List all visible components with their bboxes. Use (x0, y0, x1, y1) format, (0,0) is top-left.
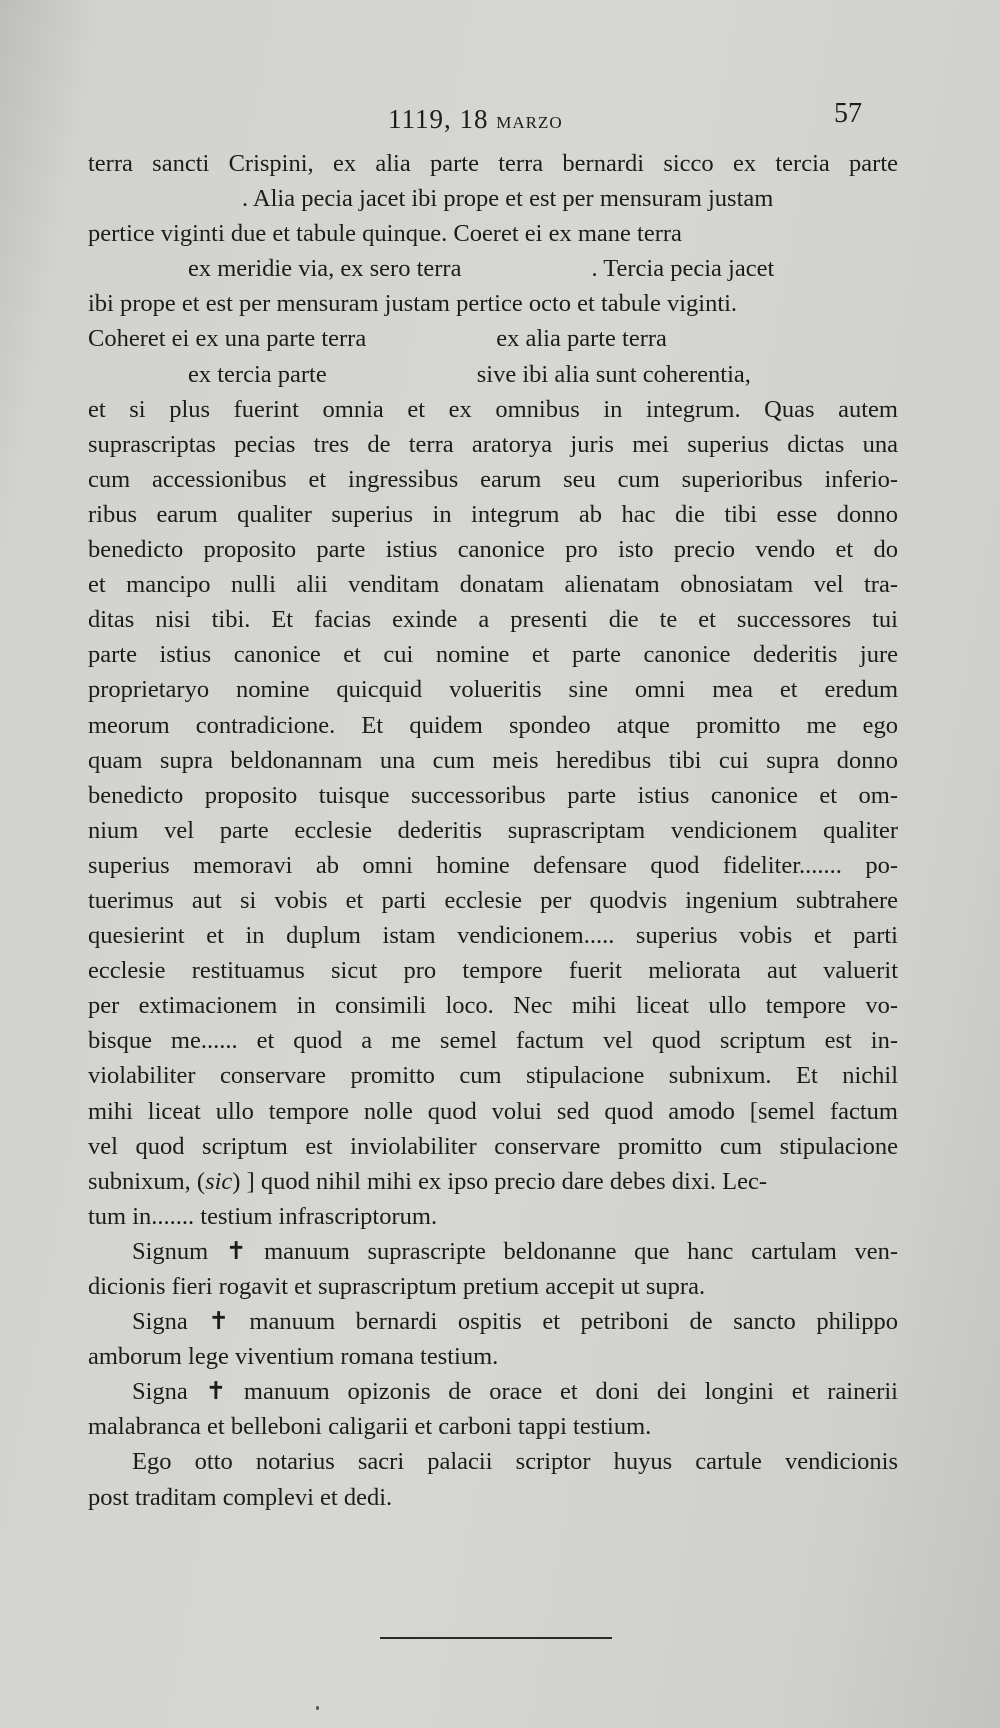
text-line: Signa ✝ manuum opizonis de orace et doni dei longini et rainerii (132, 1378, 898, 1406)
text-line-segment: ex alia parte terra (496, 325, 667, 353)
text-line: Signa ✝ manuum bernardi ospitis et petriboni de sancto philippo (132, 1308, 898, 1336)
text-line: dicionis fieri rogavit et suprascriptum pretium accepit ut supra. (88, 1273, 706, 1300)
text-line: parte istius canonice et cui nomine et parte canonice dederitis jure (88, 641, 898, 669)
running-title-date: 1119, 18 (388, 104, 489, 134)
text-line: post traditam complevi et dedi. (88, 1483, 393, 1511)
text-line: terra sancti Crispini, ex alia parte terra bernardi sicco ex tercia parte (88, 150, 898, 177)
text-line: vel quod scriptum est inviolabiliter conservare promitto cum stipulacione (88, 1132, 898, 1160)
text-line-segment: sive ibi alia sunt coherentia, (476, 360, 751, 388)
text-line: benedicto proposito tuisque successoribus parte istius canonice et om- (88, 781, 898, 809)
text-line: tuerimus aut si vobis et parti ecclesie per quodvis ingenium subtrahere (88, 886, 898, 914)
text-line: quam supra beldonannam una cum meis heredibus tibi cui supra donno (88, 746, 898, 774)
text-line-segment: ex tercia parte (188, 360, 327, 388)
text-line-segment: . Tercia pecia jacet (591, 255, 775, 283)
text-line: Signum ✝ manuum suprascripte beldonanne que hanc cartulam ven- (132, 1237, 898, 1265)
text-line: suprascriptas pecias tres de terra aratorya juris mei superius dictas una (88, 430, 898, 458)
text-line (88, 357, 898, 392)
text-line: mihi liceat ullo tempore nolle quod volui sed quod amodo [semel factum (88, 1097, 898, 1125)
text-line-segment: subnixum, ( (88, 1167, 206, 1195)
ink-speck (316, 1706, 319, 1710)
text-line: ditas nisi tibi. Et facias exinde a presenti die te et successores tui (88, 606, 898, 634)
text-line: nium vel parte ecclesie dederitis suprascriptam vendicionem qualiter (88, 816, 898, 844)
text-line-segment: ex meridie via, ex sero terra (188, 255, 462, 283)
text-line: malabranca et belleboni caligarii et carboni tappi testium. (88, 1413, 652, 1441)
text-line: superius memoravi ab omni homine defensare quod fideliter....... po- (88, 851, 898, 879)
page-header (0, 98, 1000, 138)
text-line: ribus earum qualiter superius in integrum ab hac die tibi esse donno (88, 500, 898, 528)
sic-annotation: sic (205, 1167, 233, 1195)
text-line (88, 1164, 898, 1199)
text-line: quesierint et in duplum istam vendicionem..... superius vobis et parti (88, 922, 898, 950)
text-line: per extimacionem in consimili loco. Nec mihi liceat ullo tempore vo- (88, 992, 898, 1020)
text-line: ecclesie restituamus sicut pro tempore fuerit meliorata aut valuerit (88, 957, 898, 985)
text-line: Ego otto notarius sacri palacii scriptor huyus cartule vendicionis (132, 1448, 898, 1476)
text-line: tum in....... testium infrascriptorum. (88, 1202, 438, 1230)
text-line: et mancipo nulli alii venditam donatam alienatam obnosiatam vel tra- (88, 571, 898, 599)
running-title (388, 104, 563, 135)
text-line-segment: . Alia pecia jacet ibi prope et est per mensuram justam (242, 185, 774, 213)
text-line (88, 251, 898, 286)
document-body (88, 146, 898, 1515)
text-line: ibi prope et est per mensuram justam pertice octo et tabule viginti. (88, 290, 738, 318)
text-line: pertice viginti due et tabule quinque. Coeret ei ex mane terra (88, 220, 682, 248)
text-line: et si plus fuerint omnia et ex omnibus in integrum. Quas autem (88, 395, 898, 423)
closing-rule (380, 1637, 612, 1639)
page-number: 57 (834, 98, 862, 129)
text-line: violabiliter conservare promitto cum stipulacione subnixum. Et nichil (88, 1062, 898, 1090)
text-line (88, 321, 898, 356)
text-line: proprietaryo nomine quicquid volueritis sine omni mea et eredum (88, 676, 898, 704)
text-line (88, 181, 898, 216)
text-line: cum accessionibus et ingressibus earum seu cum superioribus inferio- (88, 465, 898, 493)
text-line: meorum contradicione. Et quidem spondeo atque promitto me ego (88, 711, 898, 739)
text-line: bisque me...... et quod a me semel factum vel quod scriptum est in- (88, 1027, 898, 1055)
text-line: benedicto proposito parte istius canonice pro isto precio vendo et do (88, 536, 898, 564)
text-line-segment: ) ] quod nihil mihi ex ipso precio dare debes dixi. Lec- (232, 1167, 768, 1195)
text-line: amborum lege viventium romana testium. (88, 1343, 499, 1371)
text-line-segment: Coheret ei ex una parte terra (88, 325, 367, 353)
running-title-month: MARZO (496, 113, 563, 132)
